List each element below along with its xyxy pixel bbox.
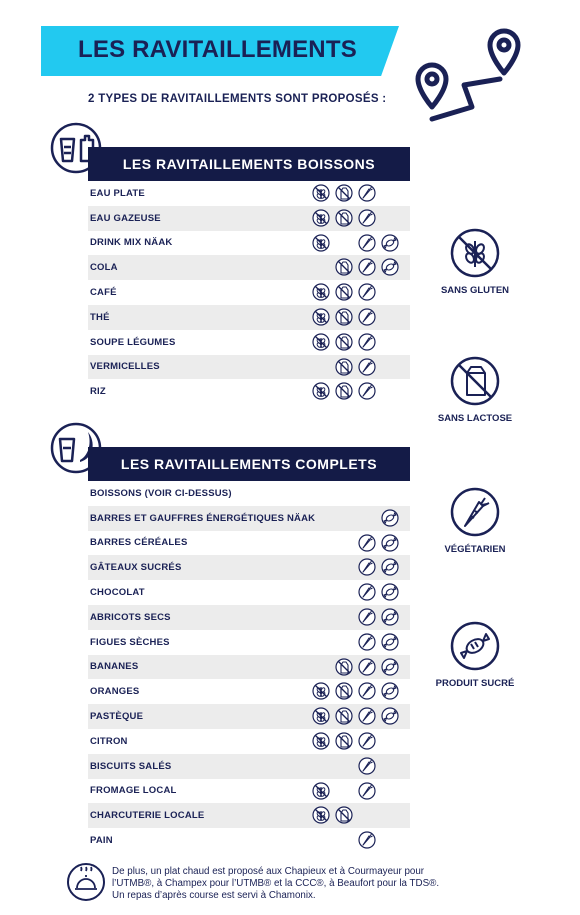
table-row (88, 206, 410, 231)
row-label: COLA (90, 262, 118, 274)
vegetarien-icon (358, 682, 376, 700)
table-row (88, 803, 410, 828)
row-label: EAU PLATE (90, 187, 145, 199)
legend-vegetarien (420, 486, 530, 555)
lactose-icon (335, 806, 353, 824)
legend-sucre (420, 620, 530, 689)
table-row (88, 305, 410, 330)
cloche-plate-icon (66, 862, 106, 902)
table-row (88, 379, 410, 404)
candy-icon (449, 620, 501, 672)
no-lactose-icon (449, 355, 501, 407)
table-row (88, 280, 410, 305)
legend-gluten-label: SANS GLUTEN (440, 285, 510, 296)
boissons-header: LES RAVITAILLEMENTS BOISSONS (88, 147, 410, 181)
lactose-icon (335, 184, 353, 202)
sucre-icon (381, 633, 399, 651)
sucre-icon (381, 534, 399, 552)
table-row (88, 630, 410, 655)
no-gluten-icon (449, 227, 501, 279)
sucre-icon (381, 682, 399, 700)
vegetarien-icon (358, 558, 376, 576)
gluten-icon (312, 707, 330, 725)
sucre-icon (381, 583, 399, 601)
lactose-icon (335, 658, 353, 676)
table-row (88, 555, 410, 580)
map-route-icon (412, 27, 524, 137)
sucre-icon (381, 234, 399, 252)
table-row (88, 655, 410, 680)
table-row (88, 181, 410, 206)
row-label: BANANES (90, 661, 139, 673)
lactose-icon (335, 707, 353, 725)
row-label: BISCUITS SALÉS (90, 760, 172, 772)
boissons-table (88, 147, 410, 404)
table-row (88, 704, 410, 729)
sucre-icon (381, 707, 399, 725)
vegetarien-icon (358, 782, 376, 800)
gluten-icon (312, 184, 330, 202)
table-row (88, 580, 410, 605)
row-label: ORANGES (90, 686, 140, 698)
row-label: EAU GAZEUSE (90, 212, 161, 224)
row-label: RIZ (90, 386, 106, 398)
sucre-icon (381, 558, 399, 576)
carrot-icon (449, 486, 501, 538)
vegetarien-icon (358, 732, 376, 750)
table-row (88, 754, 410, 779)
footer-line-2: l’UTMB®, à Champex pour l’UTMB® et la CCC®, à Beaufort pour la TDS®. (112, 878, 440, 889)
vegetarien-icon (358, 258, 376, 276)
gluten-icon (312, 806, 330, 824)
row-label: PAIN (90, 835, 113, 847)
row-label: DRINK MIX NÄAK (90, 237, 173, 249)
table-row (88, 729, 410, 754)
table-row (88, 828, 410, 853)
legend-lactose (420, 355, 530, 424)
lactose-icon (335, 209, 353, 227)
row-label: PASTÈQUE (90, 711, 144, 723)
lactose-icon (335, 382, 353, 400)
sucre-icon (381, 658, 399, 676)
table-row (88, 330, 410, 355)
row-label: CHOCOLAT (90, 587, 145, 599)
footer-line-3: Un repas d’après course est servi à Chamonix. (112, 890, 316, 901)
row-label: VERMICELLES (90, 361, 160, 373)
vegetarien-icon (358, 757, 376, 775)
sucre-icon (381, 608, 399, 626)
row-label: CITRON (90, 735, 128, 747)
row-label: CHARCUTERIE LOCALE (90, 810, 205, 822)
vegetarien-icon (358, 707, 376, 725)
lactose-icon (335, 358, 353, 376)
vegetarien-icon (358, 283, 376, 301)
lactose-icon (335, 333, 353, 351)
table-row (88, 531, 410, 556)
gluten-icon (312, 333, 330, 351)
lactose-icon (335, 682, 353, 700)
gluten-icon (312, 782, 330, 800)
vegetarien-icon (358, 308, 376, 326)
row-label: CAFÉ (90, 287, 117, 299)
gluten-icon (312, 283, 330, 301)
table-row (88, 481, 410, 506)
table-row (88, 605, 410, 630)
row-label: GÂTEAUX SUCRÉS (90, 562, 182, 574)
vegetarien-icon (358, 382, 376, 400)
row-label: BOISSONS (VOIR CI-DESSUS) (90, 487, 232, 499)
vegetarien-icon (358, 583, 376, 601)
row-label: ABRICOTS SECS (90, 611, 171, 623)
row-label: SOUPE LÉGUMES (90, 336, 176, 348)
footer-note (112, 866, 532, 902)
vegetarien-icon (358, 608, 376, 626)
complets-table (88, 447, 410, 853)
vegetarien-icon (358, 831, 376, 849)
lactose-icon (335, 283, 353, 301)
row-label: BARRES CÉRÉALES (90, 537, 188, 549)
vegetarien-icon (358, 358, 376, 376)
legend-lactose-label: SANS LACTOSE (437, 413, 513, 424)
page-subtitle: 2 TYPES DE RAVITAILLEMENTS SONT PROPOSÉS : (88, 93, 387, 105)
vegetarien-icon (358, 333, 376, 351)
vegetarien-icon (358, 658, 376, 676)
gluten-icon (312, 209, 330, 227)
vegetarien-icon (358, 184, 376, 202)
row-label: BARRES ET GAUFFRES ÉNERGÉTIQUES NÄAK (90, 512, 316, 524)
table-row (88, 779, 410, 804)
table-row (88, 231, 410, 256)
legend-vegetarien-label: VÉGÉTARIEN (444, 544, 506, 555)
sucre-icon (381, 509, 399, 527)
gluten-icon (312, 382, 330, 400)
gluten-icon (312, 682, 330, 700)
footer-line-1: De plus, un plat chaud est proposé aux Chapieux et à Courmayeur pour (112, 866, 425, 877)
table-row (88, 679, 410, 704)
sucre-icon (381, 258, 399, 276)
vegetarien-icon (358, 633, 376, 651)
table-row (88, 355, 410, 380)
legend-gluten (420, 227, 530, 296)
page-title: LES RAVITAILLEMENTS (78, 36, 357, 63)
legend-sucre-label: PRODUIT SUCRÉ (435, 678, 515, 689)
gluten-icon (312, 308, 330, 326)
lactose-icon (335, 258, 353, 276)
lactose-icon (335, 308, 353, 326)
gluten-icon (312, 234, 330, 252)
complets-header: LES RAVITAILLEMENTS COMPLETS (88, 447, 410, 481)
row-label: THÉ (90, 311, 110, 323)
vegetarien-icon (358, 234, 376, 252)
lactose-icon (335, 732, 353, 750)
table-row (88, 506, 410, 531)
gluten-icon (312, 732, 330, 750)
table-row (88, 255, 410, 280)
vegetarien-icon (358, 534, 376, 552)
vegetarien-icon (358, 209, 376, 227)
row-label: FIGUES SÈCHES (90, 636, 170, 648)
row-label: FROMAGE LOCAL (90, 785, 177, 797)
